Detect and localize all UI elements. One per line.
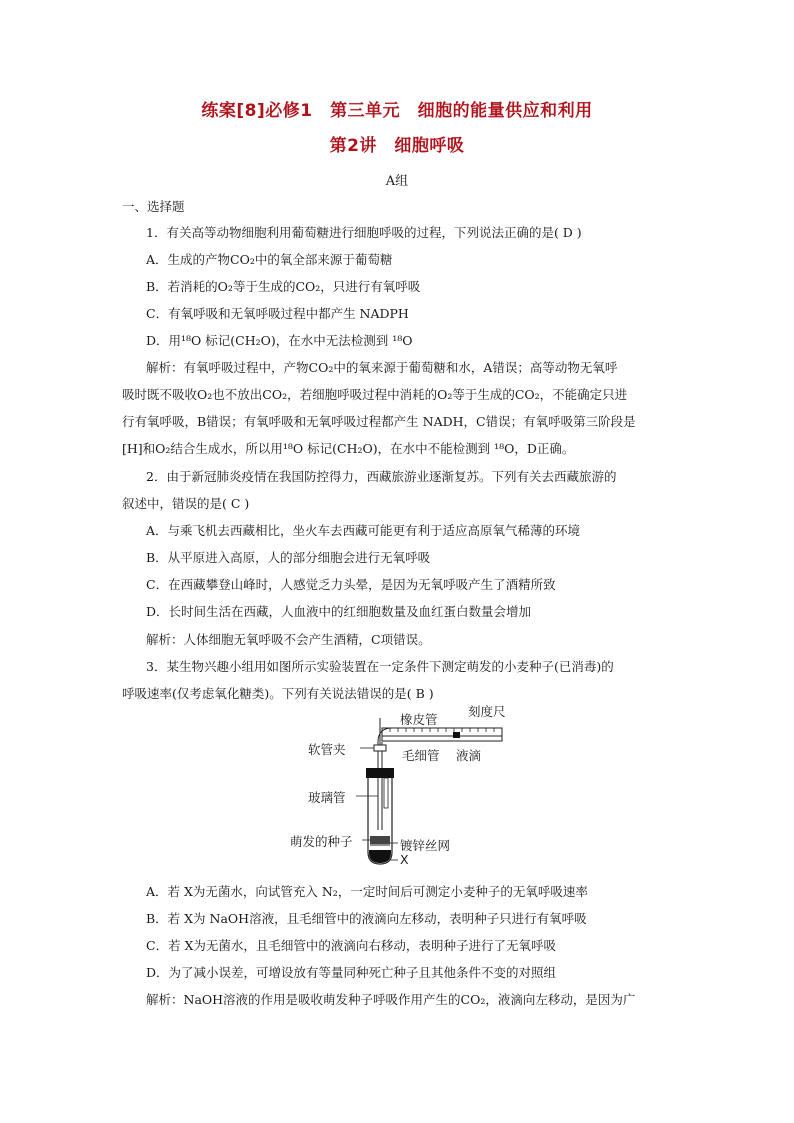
label-droplet: 液滴 bbox=[456, 748, 482, 763]
q1-explanation-3: 行有氧呼吸，B错误；有氧呼吸和无氧呼吸过程都产生 NADH，C错误；有氧呼吸第三阶段是 bbox=[122, 414, 636, 429]
apparatus-figure bbox=[290, 704, 520, 872]
q3-option-d: D．为了减小误差，可增设放有等量同种死亡种子且其他条件不变的对照组 bbox=[146, 965, 557, 980]
q3-stem-1: 3．某生物兴趣小组用如图所示实验装置在一定条件下测定萌发的小麦种子(已消毒)的 bbox=[146, 659, 614, 674]
q2-option-d: D．长时间生活在西藏，人血液中的红细胞数量及血红蛋白数量会增加 bbox=[146, 604, 532, 619]
liquid-shape bbox=[369, 850, 391, 863]
q1-option-d: D．用¹⁸O 标记(CH₂O)，在水中无法检测到 ¹⁸O bbox=[146, 333, 413, 348]
q1-option-b: B．若消耗的O₂等于生成的CO₂，只进行有氧呼吸 bbox=[146, 279, 421, 294]
label-glass-tube: 玻璃管 bbox=[308, 790, 346, 805]
q3-stem-2: 呼吸速率(仅考虑氧化糖类)。下列有关说法错误的是( B ) bbox=[122, 686, 434, 701]
q2-option-a: A．与乘飞机去西藏相比，坐火车去西藏可能更有利于适应高原氧气稀薄的环境 bbox=[146, 523, 581, 538]
ruler-shape bbox=[382, 728, 502, 741]
q3-option-a: A．若 X为无菌水，向试管充入 N₂，一定时间后可测定小麦种子的无氧呼吸速率 bbox=[146, 884, 588, 899]
droplet-shape bbox=[453, 732, 460, 738]
q1-explanation-4: [H]和O₂结合生成水，所以用¹⁸O 标记(CH₂O)，在水中不能检测到 ¹⁸O，D正确。 bbox=[122, 441, 575, 456]
q1-stem: 1．有关高等动物细胞利用葡萄糖进行细胞呼吸的过程，下列说法正确的是( D ) bbox=[146, 225, 582, 240]
q2-stem-1: 2．由于新冠肺炎疫情在我国防控得力，西藏旅游业逐渐复苏。下列有关去西藏旅游的 bbox=[146, 469, 617, 484]
label-clamp: 软管夹 bbox=[308, 742, 346, 757]
seeds-shape bbox=[370, 836, 390, 844]
q2-option-c: C．在西藏攀登山峰时，人感觉乏力头晕，是因为无氧呼吸产生了酒精所致 bbox=[146, 577, 556, 592]
q2-stem-2: 叙述中，错误的是( C ) bbox=[122, 496, 250, 511]
label-rubber-tube: 橡皮管 bbox=[400, 712, 438, 727]
q3-explanation-1: 解析：NaOH溶液的作用是吸收萌发种子呼吸作用产生的CO₂，液滴向左移动，是因为广 bbox=[146, 992, 636, 1007]
q3-option-b: B．若 X为 NaOH溶液，且毛细管中的液滴向左移动，表明种子只进行有氧呼吸 bbox=[146, 911, 587, 926]
label-ruler: 刻度尺 bbox=[468, 704, 506, 719]
group-label: A组 bbox=[385, 174, 409, 189]
label-mesh: 镀锌丝网 bbox=[400, 838, 451, 853]
label-x: X bbox=[400, 852, 409, 867]
q3-option-c: C．若 X为无菌水，且毛细管中的液滴向右移动，表明种子进行了无氧呼吸 bbox=[146, 938, 556, 953]
label-seeds: 萌发的种子 bbox=[290, 834, 353, 849]
q1-explanation-2: 吸时既不吸收O₂也不放出CO₂，若细胞呼吸过程中消耗的O₂等于生成的CO₂，不能确定只进 bbox=[122, 387, 628, 402]
page-title: 练案[8]必修1 第三单元 细胞的能量供应和利用 bbox=[201, 101, 593, 121]
section-heading: 一、选择题 bbox=[122, 199, 185, 214]
page-subtitle: 第2讲 细胞呼吸 bbox=[329, 136, 465, 156]
q1-explanation-1: 解析：有氧呼吸过程中，产物CO₂中的氧来源于葡萄糖和水，A错误；高等动物无氧呼 bbox=[146, 360, 618, 375]
q2-explanation: 解析：人体细胞无氧呼吸不会产生酒精，C项错误。 bbox=[146, 632, 431, 647]
q1-option-c: C．有氧呼吸和无氧呼吸过程中都产生 NADPH bbox=[146, 306, 409, 321]
q2-option-b: B．从平原进入高原，人的部分细胞会进行无氧呼吸 bbox=[146, 550, 431, 565]
stopper-shape bbox=[366, 768, 394, 778]
ruler-ticks bbox=[390, 728, 494, 732]
label-capillary: 毛细管 bbox=[402, 748, 440, 763]
q1-option-a: A．生成的产物CO₂中的氧全部来源于葡萄糖 bbox=[146, 252, 393, 267]
clamp-shape bbox=[374, 745, 386, 751]
